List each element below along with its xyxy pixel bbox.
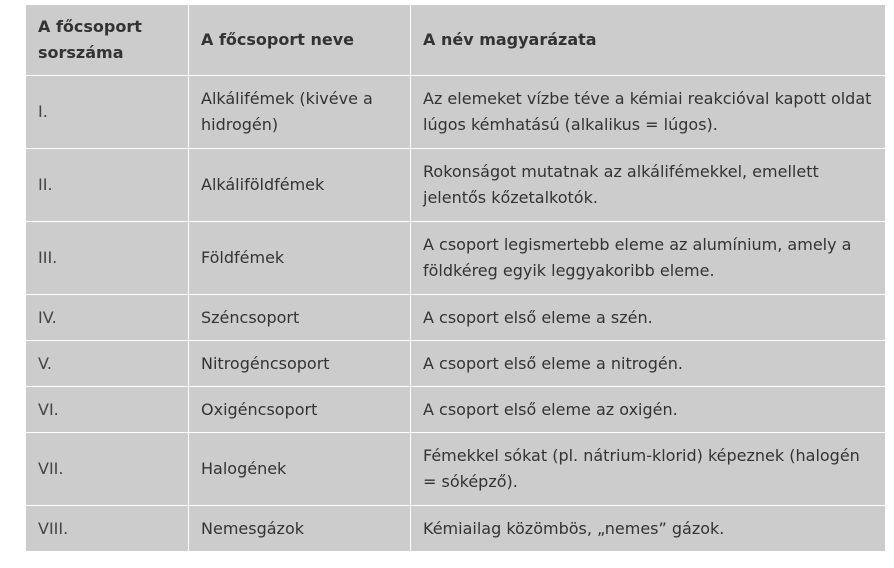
header-group-name: A főcsoport neve (189, 5, 411, 76)
table-row (26, 76, 886, 149)
explanation-cell: Rokonságot mutatnak az alkálifémekkel, emellett jelentős kőzetalkotók. (411, 149, 886, 222)
group-number-cell: II. (26, 149, 189, 222)
table-row (26, 387, 886, 433)
table-header-row (26, 5, 886, 76)
group-number-cell: III. (26, 222, 189, 295)
table-row (26, 149, 886, 222)
group-name-cell: Nitrogéncsoport (189, 341, 411, 387)
group-name-cell: Alkáliföldfémek (189, 149, 411, 222)
group-number-cell: VI. (26, 387, 189, 433)
group-number-cell: VIII. (26, 506, 189, 552)
header-name-explanation: A név magyarázata (411, 5, 886, 76)
group-number-cell: IV. (26, 295, 189, 341)
explanation-cell: A csoport első eleme a nitrogén. (411, 341, 886, 387)
group-name-cell: Halogének (189, 433, 411, 506)
table-row (26, 341, 886, 387)
explanation-cell: A csoport első eleme az oxigén. (411, 387, 886, 433)
explanation-cell: A csoport legismertebb eleme az alumínium, amely a földkéreg egyik leggyakoribb eleme. (411, 222, 886, 295)
explanation-cell: Az elemeket vízbe téve a kémiai reakcióval kapott oldat lúgos kémhatású (alkalikus = lúgos). (411, 76, 886, 149)
group-number-cell: I. (26, 76, 189, 149)
explanation-cell: A csoport első eleme a szén. (411, 295, 886, 341)
group-number-cell: VII. (26, 433, 189, 506)
header-group-number: A főcsoport sorszáma (26, 5, 189, 76)
table-row (26, 433, 886, 506)
explanation-cell: Kémiailag közömbös, „nemes” gázok. (411, 506, 886, 552)
group-name-cell: Alkálifémek (kivéve a hidrogén) (189, 76, 411, 149)
group-name-cell: Széncsoport (189, 295, 411, 341)
group-name-cell: Földfémek (189, 222, 411, 295)
main-groups-table (25, 4, 886, 552)
group-number-cell: V. (26, 341, 189, 387)
explanation-cell: Fémekkel sókat (pl. nátrium-klorid) képeznek (halogén = sóképző). (411, 433, 886, 506)
group-name-cell: Oxigéncsoport (189, 387, 411, 433)
table-row (26, 222, 886, 295)
table-row (26, 506, 886, 552)
group-name-cell: Nemesgázok (189, 506, 411, 552)
table-row (26, 295, 886, 341)
